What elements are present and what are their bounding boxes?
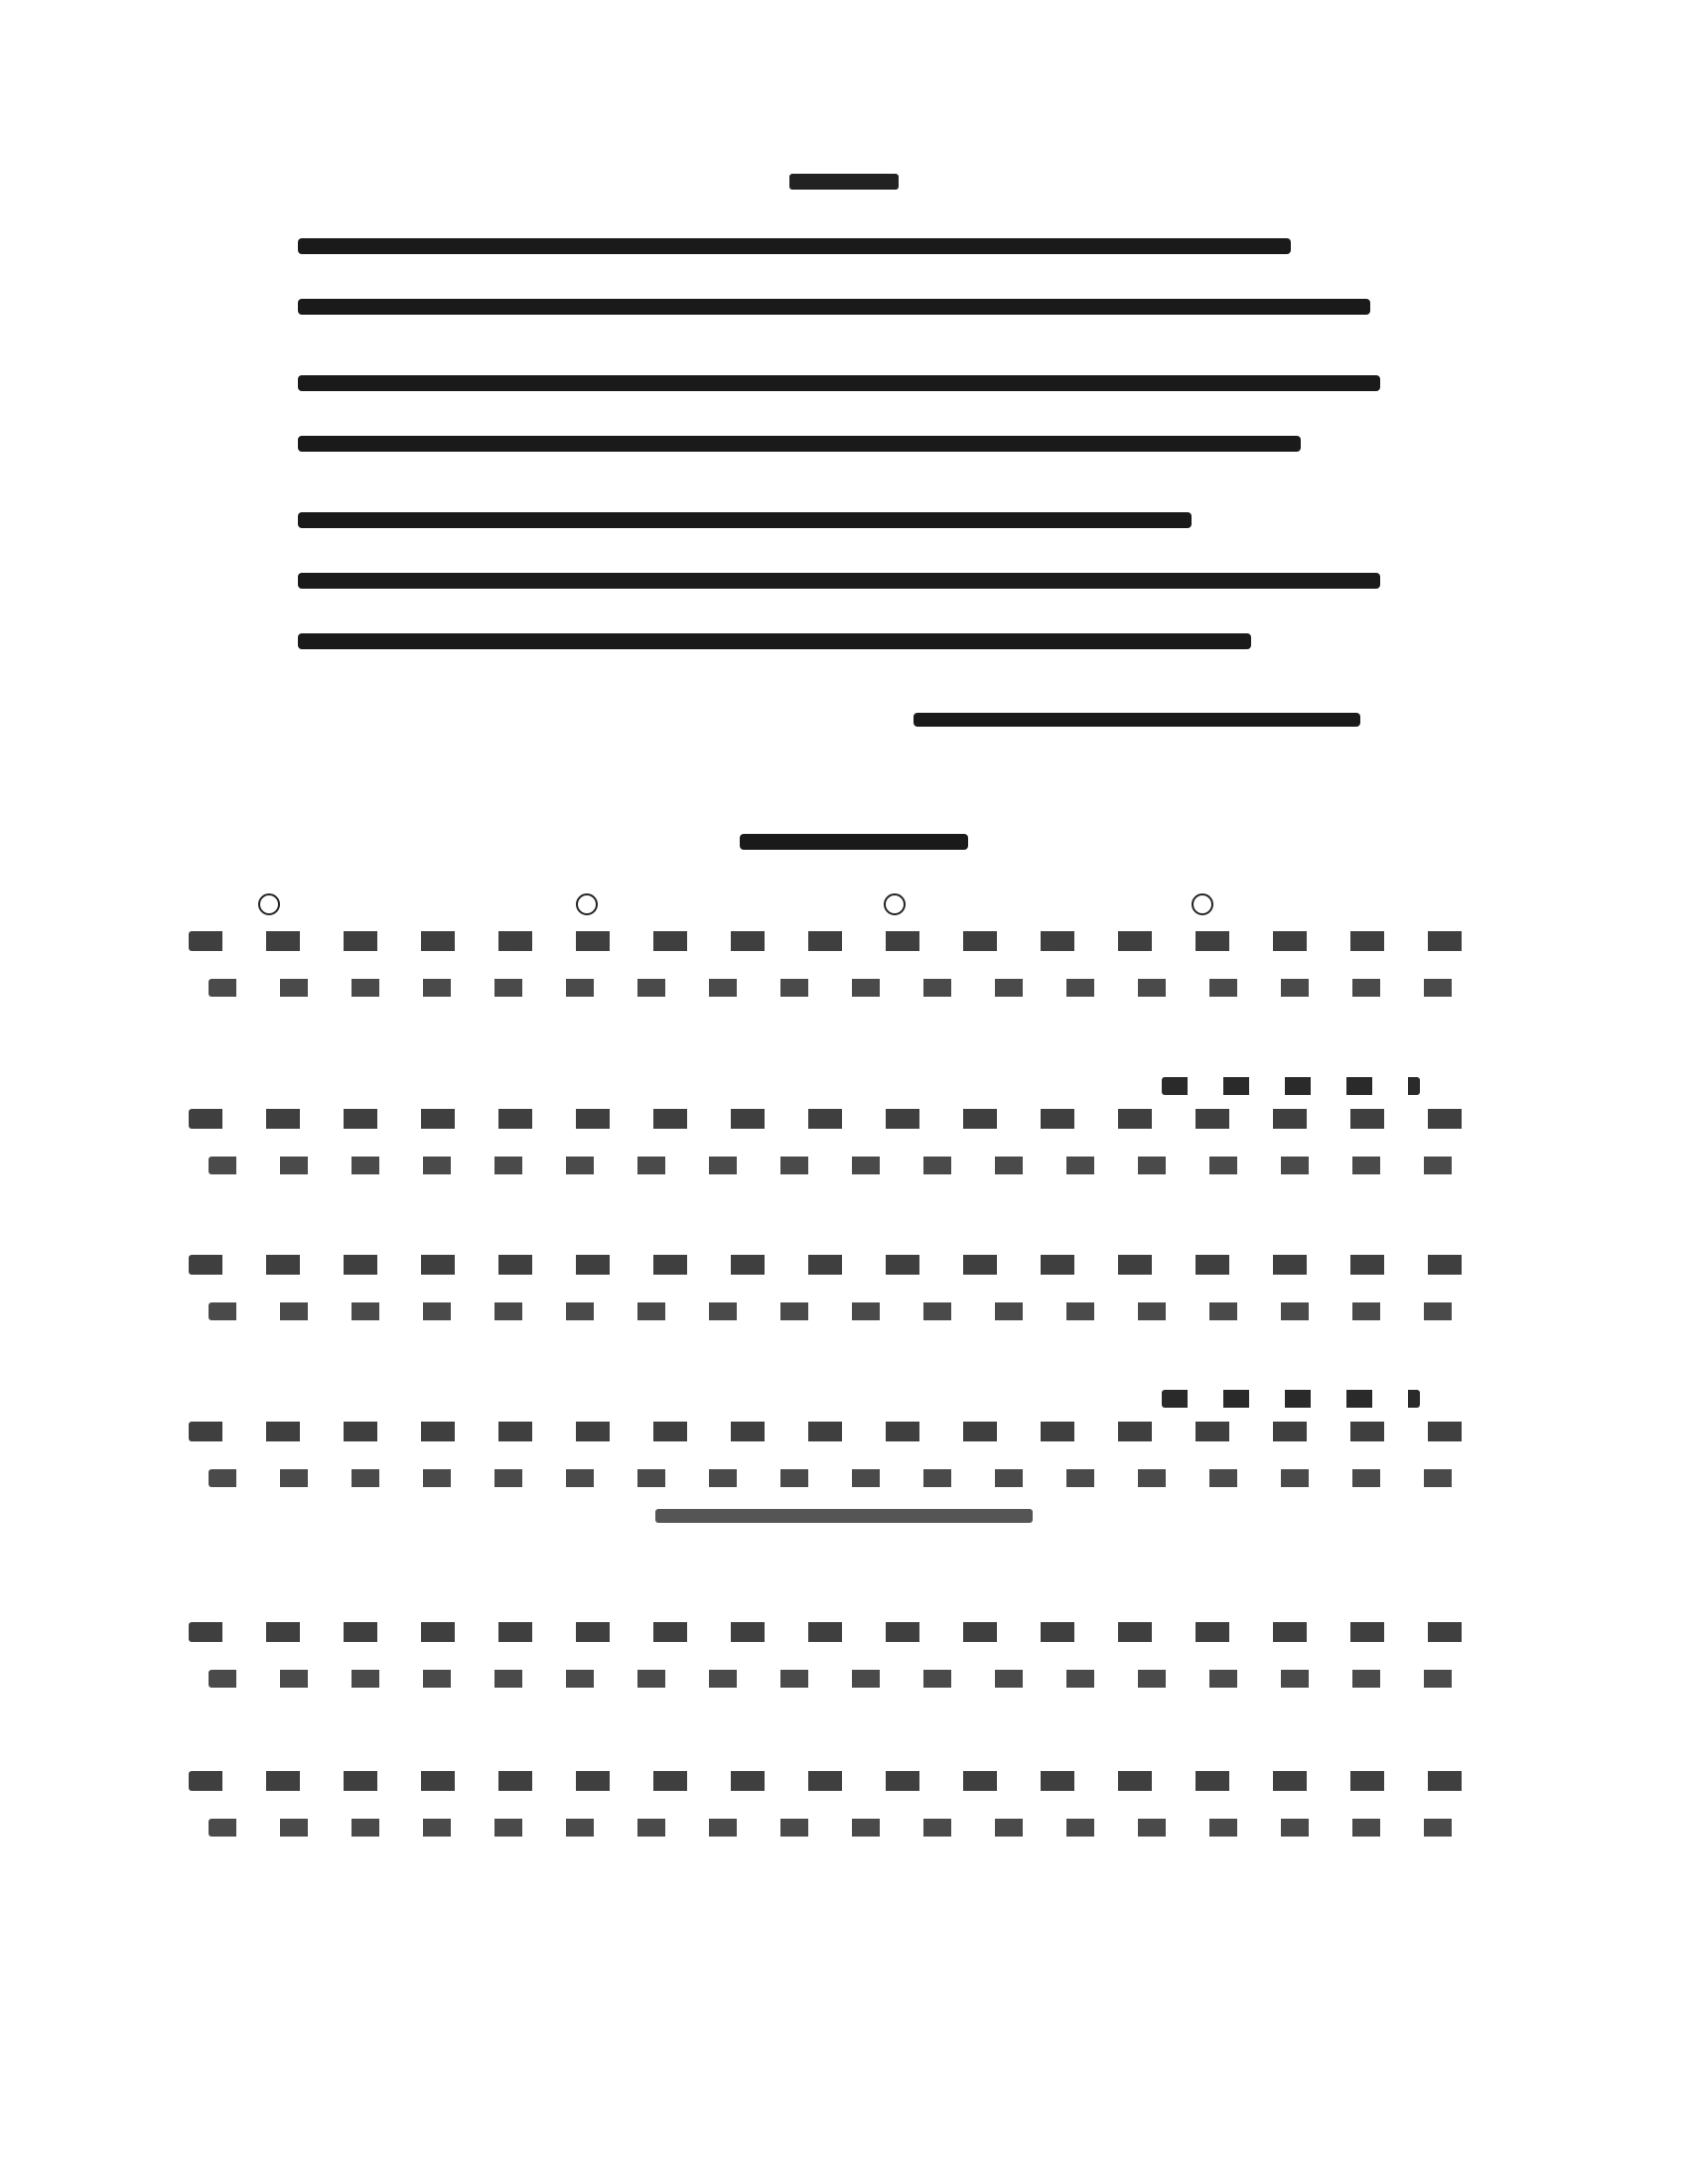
khali-mark: [576, 893, 598, 915]
swara-row: [189, 1255, 1489, 1275]
stanza-3-line-2: [298, 573, 1380, 589]
stanza-3: [298, 512, 1390, 649]
lyric-row: [209, 979, 1489, 997]
khali-mark: [1192, 893, 1213, 915]
tali-mark: [884, 893, 906, 915]
lyric-row: [209, 1157, 1489, 1174]
composition-date: [914, 713, 1360, 727]
notation-block-3: [189, 1241, 1489, 1320]
swara-row: [189, 1109, 1489, 1129]
repeat-note: [655, 1509, 1033, 1523]
page-number: [765, 159, 923, 205]
swara-row: [189, 931, 1489, 951]
beat-marks: [189, 893, 1489, 917]
swara-row: [189, 1422, 1489, 1441]
tala-title: [740, 834, 968, 850]
lyric-row: [209, 1670, 1489, 1688]
alternate-ending: [1162, 1077, 1420, 1095]
swara-row: [189, 1622, 1489, 1642]
notation-block-1: [189, 893, 1489, 997]
notation-block-5: [189, 1608, 1489, 1688]
tali-mark: [258, 893, 280, 915]
stanza-3-line-3: [298, 633, 1251, 649]
notation-block-6: [189, 1757, 1489, 1837]
alternate-ending: [1162, 1390, 1420, 1408]
stanza-2-line-1: [298, 375, 1380, 391]
swara-row: [189, 1771, 1489, 1791]
stanza-2: [298, 375, 1390, 452]
stanza-1: [298, 238, 1390, 315]
lyric-row: [209, 1819, 1489, 1837]
stanza-3-line-1: [298, 512, 1192, 528]
stanza-2-line-2: [298, 436, 1301, 452]
notation-block-2: [189, 1077, 1489, 1174]
lyric-row: [209, 1302, 1489, 1320]
lyric-row: [209, 1469, 1489, 1487]
notation-block-4: [189, 1390, 1489, 1523]
stanza-1-line-2: [298, 299, 1370, 315]
stanza-1-line-1: [298, 238, 1291, 254]
